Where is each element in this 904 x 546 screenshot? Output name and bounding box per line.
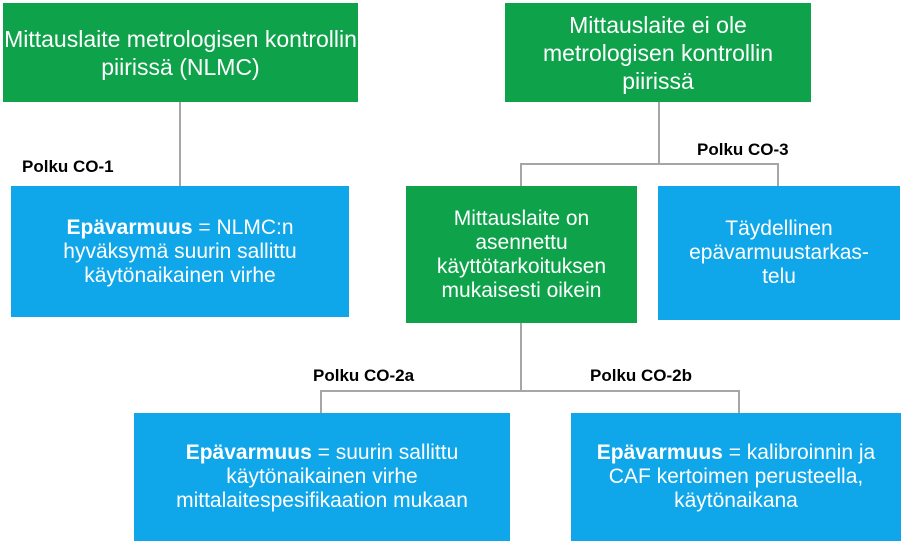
box-nlmc-text: Mittauslaite metrologisen kontrollin piirissä (NLMC)	[4, 25, 357, 80]
box-co2a-result-desc: = suurin sallittu käytönaikainen virhe mittalaitespesifikaation mukaan	[176, 441, 468, 512]
box-not-controlled	[505, 3, 811, 102]
connector-co2-co3-branch	[521, 164, 778, 186]
connector-co2a-co2b-branch	[321, 391, 739, 413]
box-co2a-result-text	[148, 441, 496, 513]
uncertainty-label: Epävarmuus	[66, 215, 193, 239]
box-co1-result-text	[33, 216, 327, 288]
path-co2a-label: Polku CO-2a	[313, 366, 415, 385]
box-co2b-result-desc: = kalibroinnin ja CAF kertoimen perusteella, käytönaikana	[608, 441, 876, 512]
box-co2a-result	[134, 413, 510, 541]
box-co1-result-desc: = NLMC:n hyväksymä suurin sallittu käytönaikainen virhe	[63, 215, 297, 287]
path-co1-label: Polku CO-1	[22, 157, 114, 176]
box-co2b-result	[571, 413, 901, 541]
uncertainty-label: Epävarmuus	[596, 441, 723, 464]
path-co2b-label: Polku CO-2b	[590, 366, 693, 385]
uncertainty-label: Epävarmuus	[185, 441, 312, 464]
box-co2b-result-text	[577, 441, 895, 513]
box-installed-text: Mittauslaite on asennettu käyttötarkoituksen mukaisesti oikein	[436, 206, 607, 302]
box-full-analysis	[658, 186, 900, 320]
box-not-controlled-text: Mittauslaite ei ole metrologisen kontrollin piirissä	[542, 11, 774, 94]
path-co3-label: Polku CO-3	[697, 140, 789, 159]
box-installed	[406, 186, 637, 323]
box-nlmc	[3, 3, 358, 102]
box-co1-result	[11, 186, 349, 317]
box-full-analysis-text: Täydellinen epävarmuustarkas-telu	[689, 217, 869, 288]
